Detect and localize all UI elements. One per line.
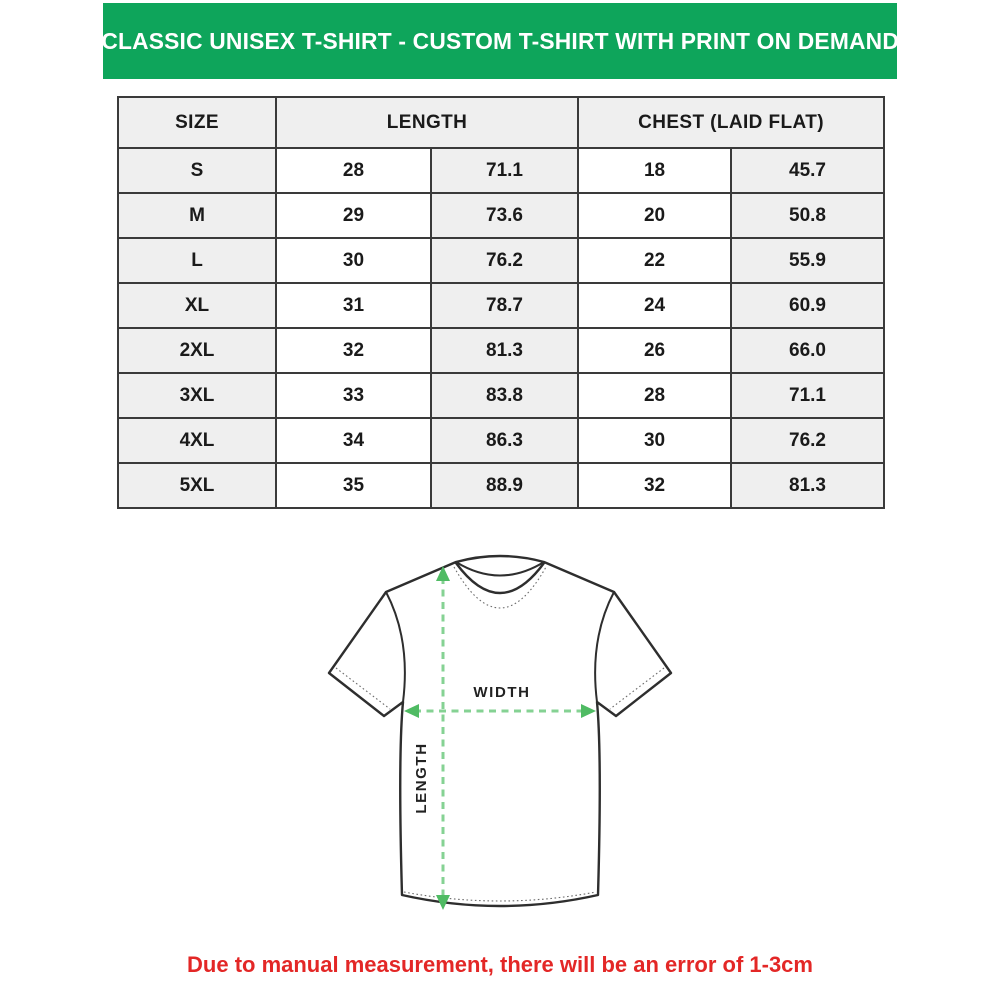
chest-inches-cell: 32 <box>578 463 731 508</box>
tshirt-diagram <box>300 545 700 945</box>
length-cm-cell: 71.1 <box>431 148 578 193</box>
chest-cm-cell: 66.0 <box>731 328 884 373</box>
size-cell: 3XL <box>118 373 276 418</box>
width-label: WIDTH <box>473 684 531 701</box>
length-inches-cell: 29 <box>276 193 431 238</box>
chest-inches-cell: 22 <box>578 238 731 283</box>
chest-cm-cell: 50.8 <box>731 193 884 238</box>
length-cm-cell: 73.6 <box>431 193 578 238</box>
column-header-length: LENGTH <box>276 97 578 148</box>
length-cm-cell: 86.3 <box>431 418 578 463</box>
chest-inches-cell: 20 <box>578 193 731 238</box>
chest-cm-cell: 76.2 <box>731 418 884 463</box>
column-header-size: SIZE <box>118 97 276 148</box>
size-cell: 4XL <box>118 418 276 463</box>
chest-cm-cell: 71.1 <box>731 373 884 418</box>
chest-cm-cell: 60.9 <box>731 283 884 328</box>
length-cm-cell: 88.9 <box>431 463 578 508</box>
chest-inches-cell: 18 <box>578 148 731 193</box>
length-cm-cell: 78.7 <box>431 283 578 328</box>
chest-inches-cell: 26 <box>578 328 731 373</box>
length-inches-cell: 32 <box>276 328 431 373</box>
table-row <box>118 193 884 238</box>
table-row <box>118 283 884 328</box>
size-table-body <box>118 148 884 508</box>
size-cell: M <box>118 193 276 238</box>
table-row <box>118 238 884 283</box>
chest-cm-cell: 55.9 <box>731 238 884 283</box>
size-cell: XL <box>118 283 276 328</box>
length-inches-cell: 31 <box>276 283 431 328</box>
title-banner <box>103 3 897 79</box>
length-cm-cell: 83.8 <box>431 373 578 418</box>
table-row <box>118 328 884 373</box>
size-cell: L <box>118 238 276 283</box>
measurement-disclaimer: Due to manual measurement, there will be an error of 1-3cm <box>187 952 813 977</box>
length-label: LENGTH <box>413 742 430 814</box>
table-header-row <box>118 97 884 148</box>
page-title: CLASSIC UNISEX T-SHIRT - CUSTOM T-SHIRT WITH PRINT ON DEMAND <box>101 27 899 54</box>
size-chart-table <box>117 96 883 509</box>
size-cell: 5XL <box>118 463 276 508</box>
length-inches-cell: 28 <box>276 148 431 193</box>
chest-inches-cell: 24 <box>578 283 731 328</box>
length-inches-cell: 35 <box>276 463 431 508</box>
length-cm-cell: 81.3 <box>431 328 578 373</box>
length-inches-cell: 30 <box>276 238 431 283</box>
table-row <box>118 418 884 463</box>
chest-cm-cell: 45.7 <box>731 148 884 193</box>
length-inches-cell: 33 <box>276 373 431 418</box>
size-cell: S <box>118 148 276 193</box>
length-inches-cell: 34 <box>276 418 431 463</box>
size-cell: 2XL <box>118 328 276 373</box>
column-header-chest: CHEST (LAID FLAT) <box>578 97 884 148</box>
chest-inches-cell: 28 <box>578 373 731 418</box>
table-row <box>118 148 884 193</box>
table-row <box>118 463 884 508</box>
chest-cm-cell: 81.3 <box>731 463 884 508</box>
length-cm-cell: 76.2 <box>431 238 578 283</box>
table-row <box>118 373 884 418</box>
chest-inches-cell: 30 <box>578 418 731 463</box>
